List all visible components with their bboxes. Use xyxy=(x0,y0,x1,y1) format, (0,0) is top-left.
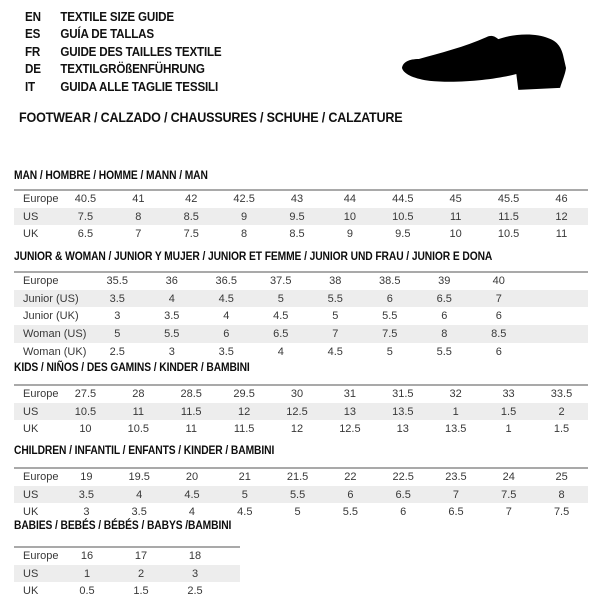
size-table-junior-woman xyxy=(14,271,588,360)
size-table-man xyxy=(14,189,588,243)
size-value-cell: 7 xyxy=(332,327,339,340)
table-row xyxy=(14,290,588,308)
language-row xyxy=(25,61,221,78)
size-value-cell: 7 xyxy=(495,292,502,305)
row-label-cell: Europe xyxy=(23,275,59,288)
filler-cell xyxy=(222,547,240,565)
size-value-cell: 9 xyxy=(241,210,248,223)
size-value-cell: 45 xyxy=(449,193,462,206)
size-value-cell: 3 xyxy=(114,310,121,323)
size-value-cell: 1.5 xyxy=(553,423,570,436)
size-value-cell: 28 xyxy=(132,388,145,401)
section-children xyxy=(14,443,588,521)
size-value-cell: 8 xyxy=(135,210,142,223)
section-junior-woman xyxy=(14,249,588,360)
table-row xyxy=(14,565,240,583)
table-row xyxy=(14,420,588,438)
size-value-cell: 24 xyxy=(502,471,515,484)
size-value-cell: 1 xyxy=(452,405,459,418)
size-value-cell: 12 xyxy=(555,210,568,223)
size-value-cell: 6.5 xyxy=(448,506,464,519)
size-value-cell: 45.5 xyxy=(497,193,520,206)
size-value-cell: 28.5 xyxy=(180,388,202,401)
size-value-cell: 7 xyxy=(135,228,142,241)
size-value-cell: 21 xyxy=(238,471,251,484)
size-value-cell: 3.5 xyxy=(109,292,125,305)
size-value-cell: 21.5 xyxy=(286,471,309,484)
size-value-cell: 39 xyxy=(438,275,451,288)
size-value-cell: 6 xyxy=(347,488,354,501)
language-code: IT xyxy=(25,79,35,94)
language-code: DE xyxy=(25,62,41,77)
size-value-cell: 33 xyxy=(502,388,515,401)
table-row xyxy=(14,403,588,421)
size-value-cell: 5 xyxy=(241,488,248,501)
language-code: ES xyxy=(25,27,41,42)
size-value-cell: 4.5 xyxy=(184,488,200,501)
row-label-cell: Junior (US) xyxy=(23,292,79,305)
row-label-cell: UK xyxy=(23,228,39,241)
language-code: EN xyxy=(25,10,41,24)
size-value-cell: 10 xyxy=(79,423,92,436)
size-value-cell: 5 xyxy=(114,327,121,340)
size-table-babies xyxy=(14,546,240,600)
size-value-cell: 12 xyxy=(290,423,304,436)
size-value-cell: 9 xyxy=(346,228,353,241)
size-value-cell: 10.5 xyxy=(497,228,520,241)
row-label-cell: Europe xyxy=(23,471,59,484)
size-value-cell: 8.5 xyxy=(289,228,305,241)
size-value-cell: 8.5 xyxy=(183,210,199,223)
size-value-cell: 12 xyxy=(237,405,251,418)
size-value-cell: 11.5 xyxy=(180,405,202,418)
size-value-cell: 42.5 xyxy=(233,193,255,206)
section-kids xyxy=(14,360,588,438)
language-row xyxy=(25,79,221,96)
table-row xyxy=(14,208,588,226)
size-value-cell: 37.5 xyxy=(270,275,292,288)
size-value-cell: 30 xyxy=(290,388,304,401)
size-value-cell: 7.5 xyxy=(77,210,94,223)
size-table-kids xyxy=(14,384,588,438)
size-value-cell: 2.5 xyxy=(187,585,203,598)
size-value-cell: 6 xyxy=(495,345,502,358)
language-row xyxy=(25,26,221,43)
size-value-cell: 4 xyxy=(136,488,143,501)
size-value-cell: 2 xyxy=(137,567,145,580)
table-row xyxy=(14,468,588,486)
size-value-cell: 13.5 xyxy=(444,423,467,436)
size-value-cell: 3.5 xyxy=(131,506,147,519)
size-value-cell: 5.5 xyxy=(342,506,359,519)
size-value-cell: 5.5 xyxy=(382,310,398,323)
size-value-cell: 13.5 xyxy=(392,405,414,418)
size-value-cell: 10.5 xyxy=(392,210,414,223)
size-value-cell: 46 xyxy=(555,193,568,206)
size-value-cell: 11 xyxy=(185,423,197,436)
table-title-babies: BABIES / BEBÉS / BÉBÉS / BABYS /BAMBINI xyxy=(14,518,232,532)
size-value-cell: 10 xyxy=(449,228,462,241)
size-value-cell: 11 xyxy=(555,228,568,241)
size-value-cell: 18 xyxy=(188,550,202,563)
size-value-cell: 6.5 xyxy=(436,292,452,305)
size-value-cell: 5 xyxy=(294,506,301,519)
size-value-cell: 40.5 xyxy=(74,193,97,206)
row-label-cell: Europe xyxy=(23,550,59,563)
size-value-cell: 40 xyxy=(492,275,505,288)
size-value-cell: 6.5 xyxy=(395,488,411,501)
size-value-cell: 4.5 xyxy=(218,292,234,305)
size-value-cell: 31 xyxy=(343,388,357,401)
size-value-cell: 44 xyxy=(343,193,357,206)
size-value-cell: 3 xyxy=(168,345,175,358)
size-value-cell: 11 xyxy=(132,405,145,418)
size-table-children xyxy=(14,467,588,521)
size-value-cell: 5.5 xyxy=(164,327,180,340)
table-title-children: CHILDREN / INFANTIL / ENFANTS / KINDER / BAMBINI xyxy=(14,443,275,457)
size-value-cell: 44.5 xyxy=(392,193,414,206)
size-value-cell: 10.5 xyxy=(74,405,97,418)
size-value-cell: 2.5 xyxy=(109,345,125,358)
size-value-cell: 4.5 xyxy=(327,345,343,358)
size-value-cell: 1 xyxy=(83,567,91,580)
size-value-cell: 7 xyxy=(505,506,512,519)
filler-cell xyxy=(222,565,240,583)
size-value-cell: 7.5 xyxy=(501,488,517,501)
size-value-cell: 11.5 xyxy=(498,210,519,223)
size-value-cell: 0.5 xyxy=(79,585,95,598)
row-label-cell: UK xyxy=(23,506,39,519)
size-value-cell: 42 xyxy=(185,193,198,206)
section-babies xyxy=(14,518,588,600)
size-value-cell: 4.5 xyxy=(237,506,253,519)
size-value-cell: 8.5 xyxy=(491,327,507,340)
size-value-cell: 5 xyxy=(332,310,339,323)
size-value-cell: 12.5 xyxy=(286,405,308,418)
size-value-cell: 32 xyxy=(449,388,462,401)
table-row xyxy=(14,486,588,504)
size-value-cell: 5 xyxy=(277,292,284,305)
size-value-cell: 6 xyxy=(400,506,407,519)
size-value-cell: 5.5 xyxy=(436,345,452,358)
size-value-cell: 1.5 xyxy=(500,405,517,418)
size-value-cell: 19 xyxy=(80,471,93,484)
size-value-cell: 22.5 xyxy=(392,471,414,484)
size-value-cell: 38 xyxy=(329,275,342,288)
size-value-cell: 7.5 xyxy=(382,327,398,340)
language-label: TEXTILGRÖßENFÜHRUNG xyxy=(60,62,205,77)
row-label-cell: US xyxy=(23,210,39,223)
language-label: GUIDA ALLE TAGLIE TESSILI xyxy=(60,79,219,94)
row-label-cell: Woman (US) xyxy=(23,327,87,340)
size-value-cell: 4 xyxy=(188,506,196,519)
dress-shoe-icon xyxy=(400,33,570,97)
row-label-cell: Europe xyxy=(23,193,59,206)
row-label-cell: UK xyxy=(23,585,39,598)
filler-cell xyxy=(222,582,240,600)
size-value-cell: 1.5 xyxy=(133,585,149,598)
size-value-cell: 36 xyxy=(165,275,178,288)
size-value-cell: 33.5 xyxy=(550,388,573,401)
size-value-cell: 7 xyxy=(452,488,460,501)
table-row xyxy=(14,385,588,403)
filler-cell xyxy=(526,325,588,343)
table-row xyxy=(14,343,588,361)
language-header xyxy=(25,9,221,96)
size-value-cell: 2 xyxy=(558,405,565,418)
filler-cell xyxy=(526,290,588,308)
size-value-cell: 41 xyxy=(132,193,145,206)
size-value-cell: 43 xyxy=(290,193,304,206)
size-value-cell: 9.5 xyxy=(395,228,411,241)
size-value-cell: 5 xyxy=(386,345,393,358)
table-title-junior-woman: JUNIOR & WOMAN / JUNIOR Y MUJER / JUNIOR ET FEMME / JUNIOR UND FRAU / JUNIOR E DONA xyxy=(14,249,493,263)
size-value-cell: 8 xyxy=(441,327,448,340)
category-heading: FOOTWEAR / CALZADO / CHAUSSURES / SCHUHE / CALZATURE xyxy=(19,110,403,125)
size-value-cell: 10.5 xyxy=(127,423,150,436)
table-row xyxy=(14,325,588,343)
size-value-cell: 17 xyxy=(134,550,148,563)
size-value-cell: 19.5 xyxy=(128,471,150,484)
size-value-cell: 3.5 xyxy=(78,488,95,501)
size-value-cell: 4 xyxy=(223,310,230,323)
size-value-cell: 6 xyxy=(223,327,230,340)
size-value-cell: 11 xyxy=(449,210,462,223)
language-code: FR xyxy=(25,44,41,59)
size-value-cell: 29.5 xyxy=(233,388,255,401)
size-value-cell: 35.5 xyxy=(106,275,128,288)
size-value-cell: 12.5 xyxy=(339,423,361,436)
filler-cell xyxy=(526,307,588,325)
row-label-cell: Junior (UK) xyxy=(23,310,79,323)
size-value-cell: 13 xyxy=(396,423,409,436)
size-value-cell: 3 xyxy=(191,567,199,580)
size-value-cell: 6 xyxy=(441,310,448,323)
size-value-cell: 20 xyxy=(185,471,199,484)
table-row xyxy=(14,547,240,565)
language-label: TEXTILE SIZE GUIDE xyxy=(60,10,174,24)
size-value-cell: 10 xyxy=(343,210,357,223)
size-value-cell: 3.5 xyxy=(218,345,234,358)
size-value-cell: 9.5 xyxy=(289,210,305,223)
size-value-cell: 11.5 xyxy=(233,423,255,436)
size-value-cell: 6.5 xyxy=(77,228,94,241)
size-value-cell: 6 xyxy=(386,292,393,305)
row-label-cell: Europe xyxy=(23,388,59,401)
row-label-cell: US xyxy=(23,488,39,501)
table-row xyxy=(14,582,240,600)
size-value-cell: 4 xyxy=(168,292,175,305)
filler-cell xyxy=(526,343,588,361)
size-value-cell: 6.5 xyxy=(273,327,289,340)
size-value-cell: 8 xyxy=(241,228,248,241)
language-row xyxy=(25,44,221,61)
size-value-cell: 27.5 xyxy=(74,388,97,401)
language-row xyxy=(25,9,221,26)
size-value-cell: 16 xyxy=(80,550,94,563)
size-value-cell: 38.5 xyxy=(379,275,401,288)
table-title-man: MAN / HOMBRE / HOMME / MANN / MAN xyxy=(14,168,208,182)
size-value-cell: 6 xyxy=(495,310,502,323)
row-label-cell: UK xyxy=(23,423,39,436)
size-value-cell: 4 xyxy=(277,345,284,358)
size-value-cell: 31.5 xyxy=(392,388,414,401)
size-value-cell: 25 xyxy=(555,471,568,484)
size-value-cell: 7.5 xyxy=(183,228,199,241)
size-value-cell: 3 xyxy=(83,506,90,519)
size-value-cell: 23.5 xyxy=(445,471,467,484)
size-value-cell: 4.5 xyxy=(273,310,289,323)
size-value-cell: 1 xyxy=(505,423,512,436)
table-row xyxy=(14,225,588,243)
size-value-cell: 3.5 xyxy=(164,310,180,323)
filler-cell xyxy=(526,272,588,290)
size-value-cell: 5.5 xyxy=(289,488,306,501)
table-row xyxy=(14,190,588,208)
table-row xyxy=(14,272,588,290)
row-label-cell: Woman (UK) xyxy=(23,345,87,358)
size-value-cell: 22 xyxy=(344,471,357,484)
section-man xyxy=(14,168,588,243)
size-value-cell: 36.5 xyxy=(215,275,237,288)
size-value-cell: 7.5 xyxy=(553,506,570,519)
row-label-cell: US xyxy=(23,567,39,580)
size-value-cell: 8 xyxy=(558,488,565,501)
size-value-cell: 13 xyxy=(343,405,357,418)
table-row xyxy=(14,307,588,325)
size-value-cell: 5.5 xyxy=(327,292,343,305)
row-label-cell: US xyxy=(23,405,39,418)
table-title-kids: KIDS / NIÑOS / DES GAMINS / KINDER / BAMBINI xyxy=(14,360,250,374)
language-label: GUÍA DE TALLAS xyxy=(60,27,154,42)
language-label: GUIDE DES TAILLES TEXTILE xyxy=(60,44,222,59)
